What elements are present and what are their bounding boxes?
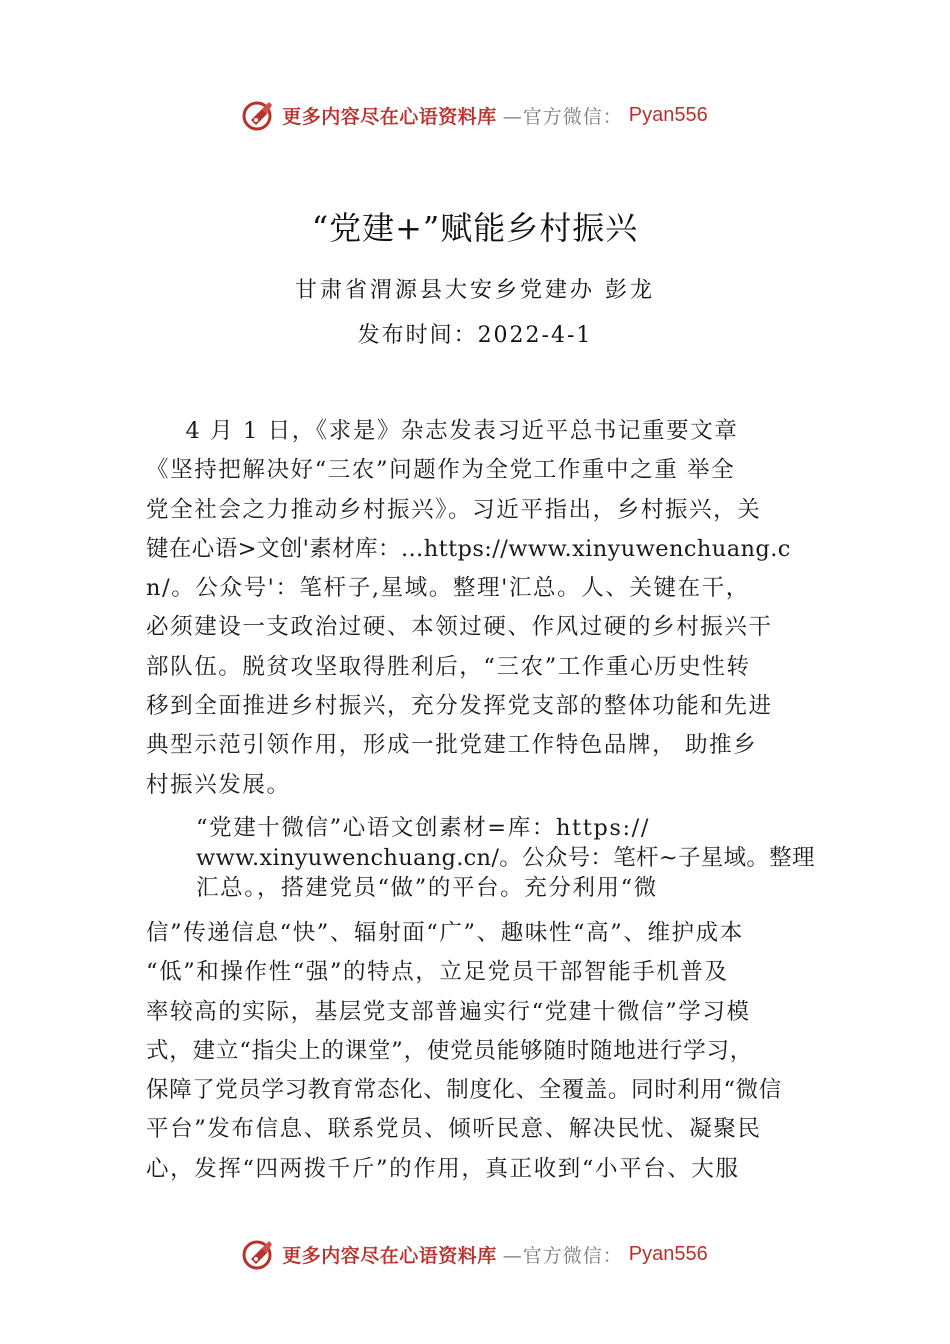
paragraph-2 <box>196 813 836 903</box>
author-line: 甘肃省渭源县大安乡党建办 彭龙 <box>295 278 655 303</box>
paragraph-line: 部队伍。脱贫攻坚取得胜利后，“三农”工作重心历史性转 <box>146 653 751 680</box>
header-watermark <box>0 95 950 135</box>
footer-watermark <box>0 1234 950 1274</box>
paragraph-line: n/。公众号'：笔杆子,星域。整理'汇总。人、关键在干， <box>146 575 750 602</box>
paragraph-line: 键在心语>文创'素材库：…https://www.xinyuwenchuang.c <box>146 535 791 562</box>
paragraph-line: “低”和操作性“强”的特点，立足党员干部智能手机普及 <box>146 959 729 986</box>
watermark-gray-text: —官方微信： <box>502 105 623 128</box>
paragraph-line: 党全社会之力推动乡村振兴》。习近平指出，乡村振兴，关 <box>146 496 762 523</box>
paragraph-line: 典型示范引领作用，形成一批党建工作特色品牌， 助推乡 <box>146 732 758 759</box>
publish-date: 发布时间：2022-4-1 <box>357 323 593 348</box>
paragraph-line: 必须建设一支政治过硬、本领过硬、作风过硬的乡村振兴干 <box>146 614 773 641</box>
watermark-red-text: 更多内容尽在心语资料库 <box>282 105 497 128</box>
paragraph-3 <box>146 914 816 1189</box>
watermark-red-text: 更多内容尽在心语资料库 <box>282 1244 497 1267</box>
paragraph-line: www.xinyuwenchuang.cn/。公众号：笔杆~子星域。整理 <box>196 845 815 871</box>
paragraph-line: 式，建立“指尖上的课堂”，使党员能够随时随地进行学习， <box>146 1037 754 1064</box>
paragraph-line: 《坚持把解决好“三农”问题作为全党工作重中之重 举全 <box>146 457 736 484</box>
document-title: “党建+”赋能乡村振兴 <box>311 209 639 247</box>
paragraph-line: “党建十微信”心语文创素材=库：https:// <box>196 815 651 841</box>
paragraph-line: 移到全面推进乡村振兴，充分发挥党支部的整体功能和先进 <box>146 693 773 720</box>
pen-nib-logo-icon <box>242 1237 276 1271</box>
paragraph-1 <box>146 412 816 805</box>
paragraph-line: 率较高的实际，基层党支部普遍实行“党建十微信”学习模 <box>146 998 751 1025</box>
watermark-wechat-id: Pyan556 <box>628 1242 708 1265</box>
paragraph-line: 信”传递信息“快”、辐射面“广”、趣味性“高”、维护成本 <box>146 920 744 946</box>
paragraph-line: 心，发挥“四两拨千斤”的作用，真正收到“小平台、大服 <box>146 1155 740 1182</box>
pen-nib-logo-icon <box>242 98 276 132</box>
watermark-wechat-id: Pyan556 <box>628 103 708 126</box>
paragraph-line: 4 月 1 日，《求是》杂志发表习近平总书记重要文章 <box>168 418 739 444</box>
paragraph-line: 平台”发布信息、联系党员、倾听民意、解决民忧、凝聚民 <box>146 1116 762 1143</box>
paragraph-line: 保障了党员学习教育常态化、制度化、全覆盖。同时利用“微信 <box>146 1077 782 1104</box>
paragraph-line: 汇总。，搭建党员“做”的平台。充分利用“微 <box>196 875 658 901</box>
paragraph-line: 村振兴发展。 <box>146 771 291 798</box>
watermark-gray-text: —官方微信： <box>502 1244 623 1267</box>
